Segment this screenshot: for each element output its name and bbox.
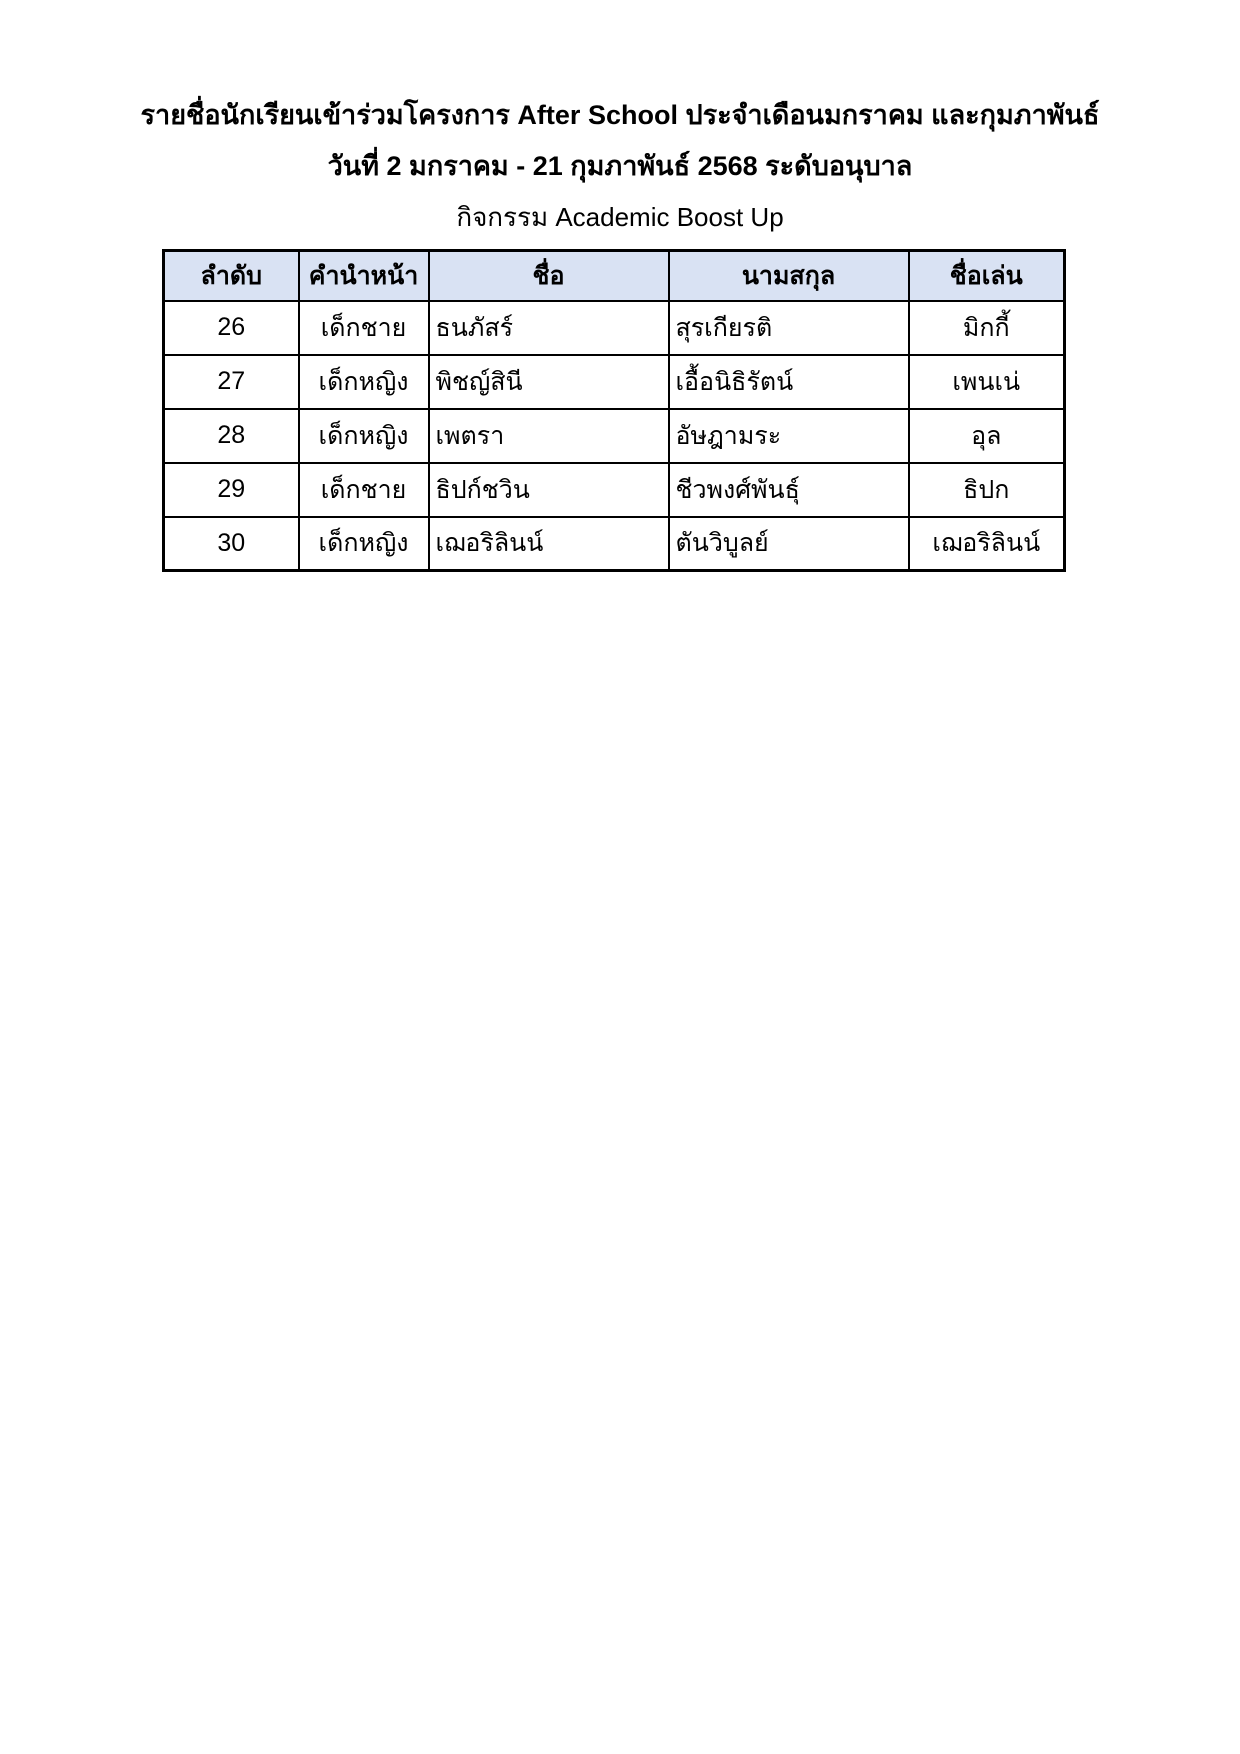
document-subtitle-activity: กิจกรรม Academic Boost Up [456,202,784,232]
cell-nickname: เพนเน่ [909,355,1065,409]
table-row [164,463,1065,517]
table-row [164,409,1065,463]
column-header-prefix: คำนำหน้า [299,251,429,301]
students-table [162,249,1066,572]
document-header [0,0,1240,243]
cell-lastname: อัษฎามระ [669,409,909,463]
cell-firstname: ธิปก์ชวิน [429,463,669,517]
cell-lastname: ชีวพงศ์พันธุ์ [669,463,909,517]
column-header-nickname: ชื่อเล่น [909,251,1065,301]
cell-number: 27 [164,355,299,409]
cell-prefix: เด็กหญิง [299,355,429,409]
column-header-lastname: นามสกุล [669,251,909,301]
cell-prefix: เด็กหญิง [299,409,429,463]
cell-number: 30 [164,517,299,571]
cell-nickname: เฌอริลินน์ [909,517,1065,571]
cell-lastname: ตันวิบูลย์ [669,517,909,571]
column-header-firstname: ชื่อ [429,251,669,301]
table-row [164,517,1065,571]
table-row [164,355,1065,409]
cell-number: 26 [164,301,299,355]
cell-firstname: พิชญ์สินี [429,355,669,409]
cell-nickname: มิกกี้ [909,301,1065,355]
cell-lastname: สุรเกียรติ [669,301,909,355]
table-row [164,301,1065,355]
cell-nickname: ธิปก [909,463,1065,517]
cell-lastname: เอื้อนิธิรัตน์ [669,355,909,409]
table-header-row [164,251,1065,301]
cell-firstname: เพตรา [429,409,669,463]
cell-number: 29 [164,463,299,517]
cell-prefix: เด็กหญิง [299,517,429,571]
cell-firstname: เฌอริลินน์ [429,517,669,571]
document-title: รายชื่อนักเรียนเข้าร่วมโครงการ After School ประจำเดือนมกราคม และกุมภาพันธ์ [140,100,1100,130]
cell-firstname: ธนภัสร์ [429,301,669,355]
column-header-number: ลำดับ [164,251,299,301]
cell-nickname: อุล [909,409,1065,463]
document-subtitle-date: วันที่ 2 มกราคม - 21 กุมภาพันธ์ 2568 ระดับอนุบาล [327,151,913,181]
cell-number: 28 [164,409,299,463]
cell-prefix: เด็กชาย [299,463,429,517]
cell-prefix: เด็กชาย [299,301,429,355]
